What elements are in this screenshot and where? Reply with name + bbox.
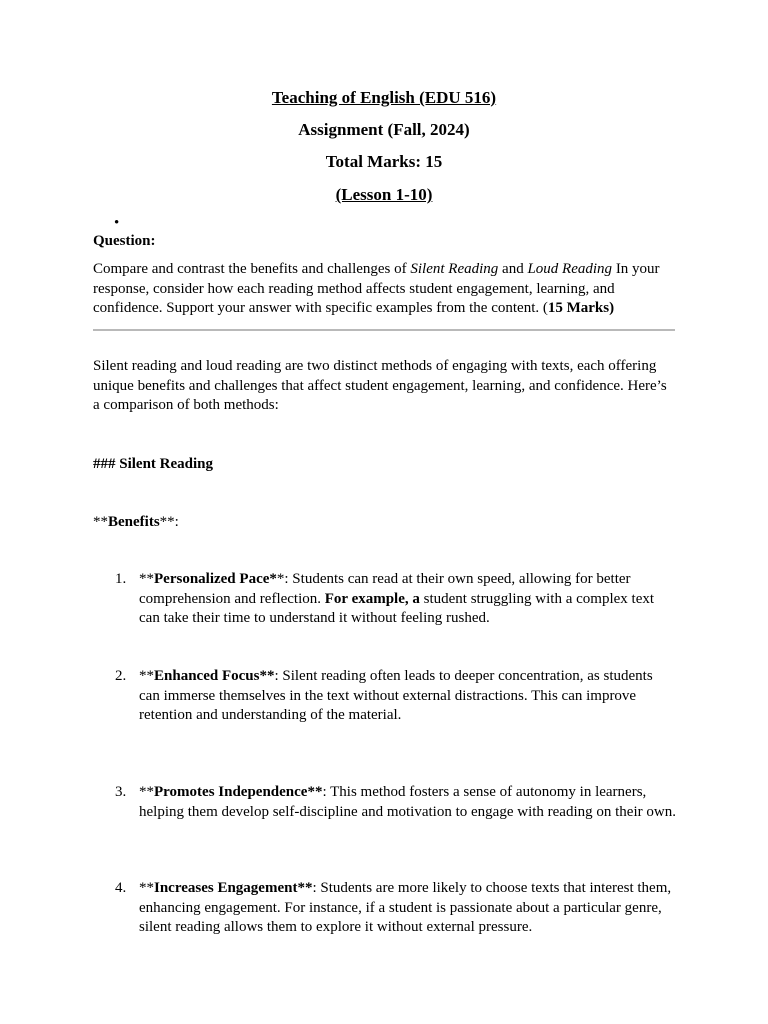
question-text-part-2: and [498,261,528,277]
benefits-label [93,513,675,533]
list-item-bold-mid: For example, a [324,590,420,607]
total-marks: Total Marks: 15 [325,152,443,171]
list-item-prefix: ** [139,880,154,896]
question-term-loud: Loud Reading [527,261,613,277]
list-item-prefix: ** [139,668,154,684]
section-heading [93,455,675,475]
question-text [93,260,675,319]
benefits-label-bold: Benefits [108,514,160,530]
list-item-number: 1. [115,571,127,587]
assignment-title: Assignment (Fall, 2024) [298,120,470,139]
list-item-body [139,667,677,726]
list-item-title: Enhanced Focus** [154,668,275,684]
question-label-text: Question: [93,233,156,249]
course-title [93,88,675,108]
list-item-text-end: student struggling with a complex text can take their time to understand it without feeling rushed. [139,590,655,626]
horizontal-rule [93,329,675,331]
lessons-range [93,185,675,205]
list-item-title: Promotes Independence** [154,784,323,800]
list-item-prefix: ** [139,784,154,800]
list-item-title: Increases Engagement** [154,880,313,896]
empty-bullet: • [114,215,120,231]
question-label [93,232,675,252]
list-item-number: 3. [115,784,127,800]
lessons-range-text: (Lesson 1-10) [335,185,433,204]
list-item-body [139,570,677,629]
course-title-text: Teaching of English (EDU 516) [271,88,497,107]
intro-paragraph: Silent reading and loud reading are two distinct methods of engaging with texts, each offering unique benefits and challenges that affect student engagement, learning, and confidence. Here’s a comparison of both methods: [93,358,667,413]
list-item-prefix: ** [139,571,154,587]
list-item-body [139,783,677,822]
question-term-silent: Silent Reading [410,261,499,277]
question-marks: 15 Marks) [547,300,615,316]
benefits-label-suffix: **: [159,514,179,530]
list-item-title: Personalized Pace* [154,571,277,587]
section-heading-text: ### Silent Reading [93,456,214,472]
benefits-label-prefix: ** [93,514,108,530]
list-item-text: : Silent reading often leads to deeper concentration, as students can immerse themselves in the text without external distractions. This can improve retention and understanding of the material. [139,668,653,723]
question-text-part-1: Compare and contrast the benefits and challenges of [93,261,411,277]
list-item-text: : This method fosters a sense of autonomy in learners, helping them develop self-discipline and motivation to engage with reading on their own. [139,784,676,820]
list-item-number: 4. [115,880,127,896]
list-item-text: *: Students can read at their own speed, allowing for better comprehension and reflection. [139,571,631,607]
question-text-part-3: In your response, consider how each reading method affects student engagement, learning, and confidence. Support your answer with specific examples from the content. ( [93,261,660,316]
list-item-number: 2. [115,668,127,684]
list-item-text: : Students are more likely to choose texts that interest them, enhancing engagement. For instance, if a student is passionate about a particular genre, silent reading allows them to explore it without external pressure. [139,880,672,935]
list-item-body [139,879,677,938]
